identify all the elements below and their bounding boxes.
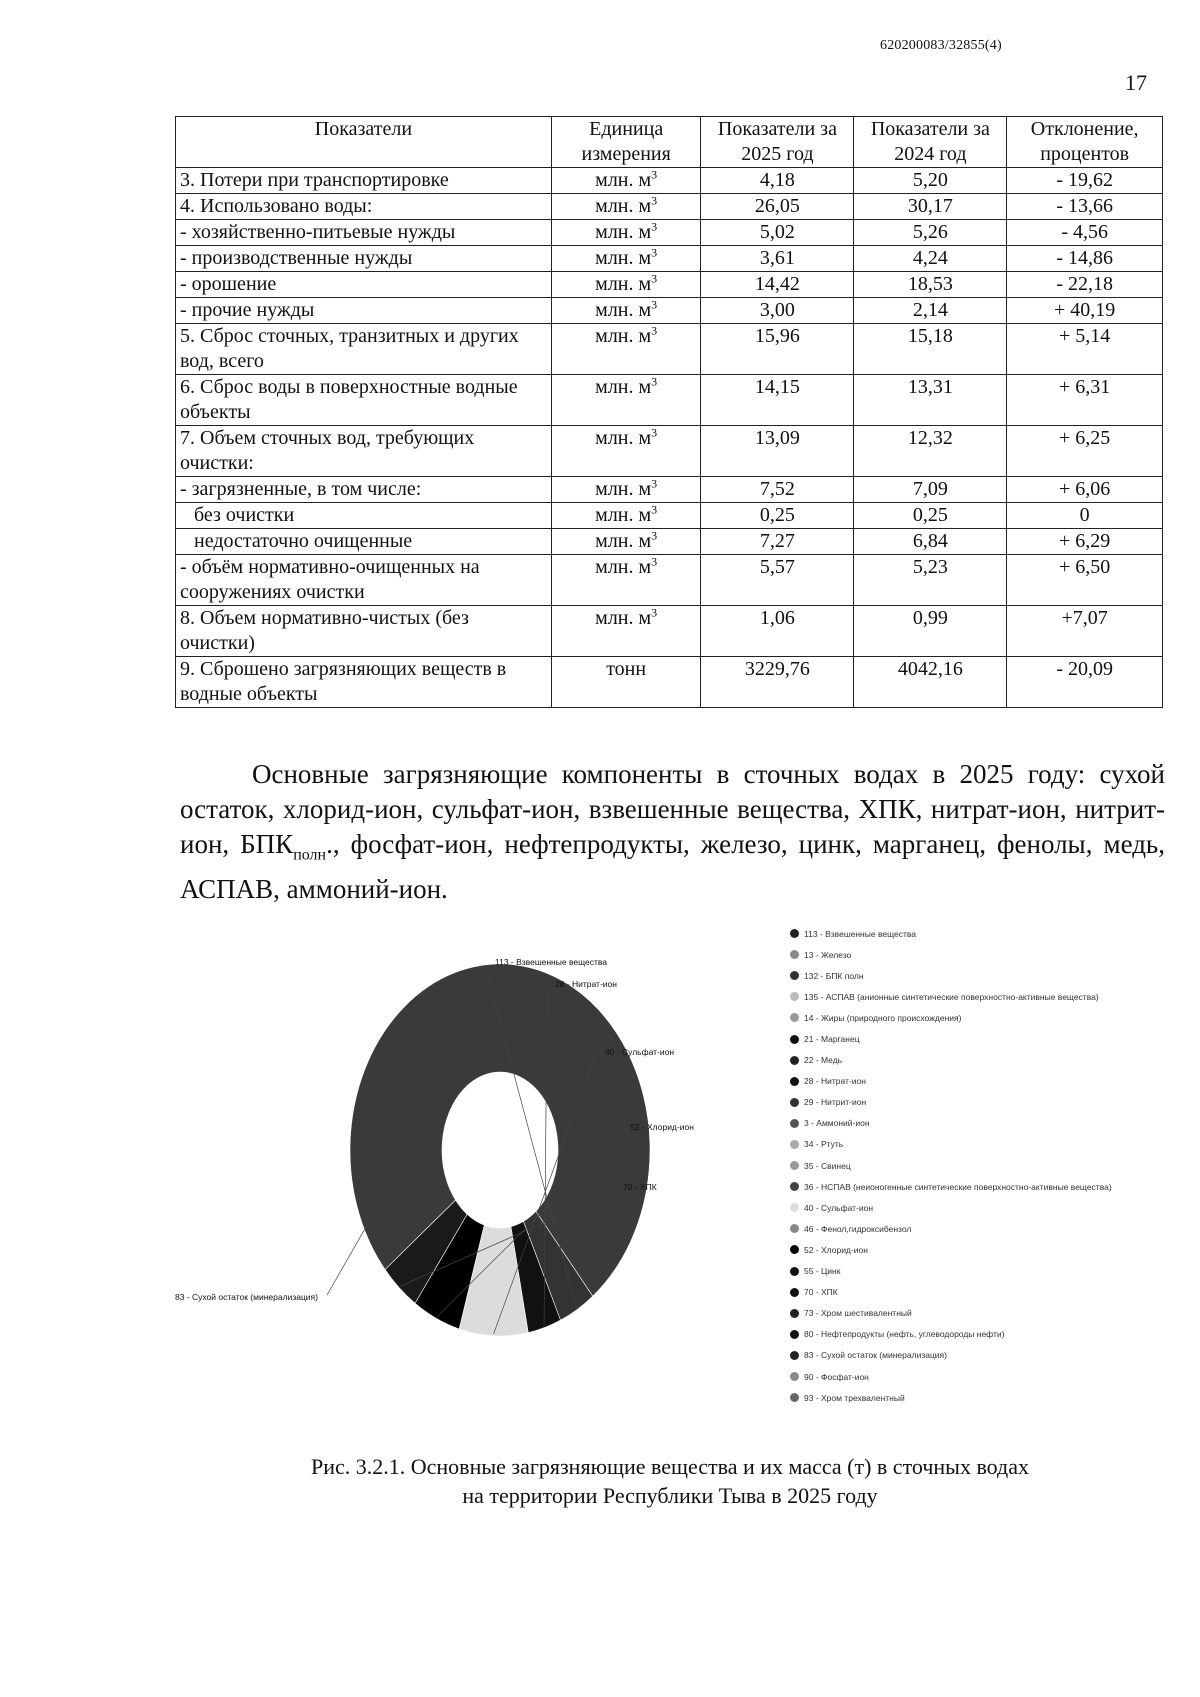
legend-item [790,1282,1170,1303]
legend-swatch [790,1182,799,1191]
unit-superscript: 3 [651,245,658,260]
legend-item [790,1345,1170,1366]
cell-2025: 14,15 [701,375,854,426]
unit-superscript: 3 [651,374,658,389]
legend-swatch [790,1267,799,1276]
legend-label: 52 - Хлорид-ион [804,1244,868,1255]
header-2025: Показатели за 2025 год [701,117,854,168]
legend-label: 135 - АСПАВ (анионные синтетические поверхностно-активные вещества) [804,991,1099,1002]
unit-superscript: 3 [651,167,658,182]
cell-2024: 7,09 [854,477,1007,503]
legend-swatch [790,1077,799,1086]
table-row [176,503,1163,529]
cell-2025: 3,00 [701,298,854,324]
pollutants-donut-chart [175,915,1165,1435]
table-header-row [176,117,1163,168]
cell-2024: 5,20 [854,168,1007,194]
unit-superscript: 3 [651,219,658,234]
cell-deviation: - 4,56 [1007,220,1163,246]
cell-2024: 2,14 [854,298,1007,324]
cell-2025: 14,42 [701,272,854,298]
cell-unit: млн. $м^3$ [551,220,701,246]
legend-item [790,986,1170,1007]
legend-swatch [790,1161,799,1170]
cell-deviation: 0 [1007,503,1163,529]
legend-item [790,1176,1170,1197]
legend-label: 13 - Железо [804,949,852,960]
cell-2024: 12,32 [854,426,1007,477]
caption-line-1: Рис. 3.2.1. Основные загрязняющие вещества и их масса (т) в сточных водах [310,1454,1030,1479]
slice-label-113: 113 - Взвешенные вещества [495,957,608,967]
table-row [176,529,1163,555]
document-id: 620200083/32855(4) [880,38,1002,53]
legend-swatch [790,1351,799,1360]
unit-superscript: 3 [651,323,658,338]
cell-unit: тонн [551,657,701,708]
cell-2024: 15,18 [854,324,1007,375]
cell-unit: млн. $м^3$ [551,324,701,375]
slice-label-70: 70 - ХПК [623,1182,657,1192]
legend-swatch [790,1330,799,1339]
caption-line-2: на территории Республики Тыва в 2025 году [462,1483,878,1508]
cell-indicator: 6. Сброс воды в поверхностные водные объекты [176,375,552,426]
cell-indicator: - орошение [176,272,552,298]
cell-2025: 1,06 [701,606,854,657]
legend-swatch [790,1245,799,1254]
table-row [176,375,1163,426]
legend-swatch [790,1013,799,1022]
cell-unit: млн. $м^3$ [551,168,701,194]
cell-2025: 5,02 [701,220,854,246]
cell-2024: 4,24 [854,246,1007,272]
legend-item [790,1028,1170,1049]
legend-swatch [790,992,799,1001]
unit-superscript: 3 [651,554,658,569]
cell-unit: млн. $м^3$ [551,606,701,657]
legend-swatch [790,1224,799,1233]
legend-item [790,1134,1170,1155]
figure-caption [175,1452,1165,1510]
legend-item [790,1092,1170,1113]
legend-swatch [790,1098,799,1107]
unit-superscript: 3 [651,193,658,208]
table-row [176,168,1163,194]
cell-indicator: - объём нормативно-очищенных на сооружениях очистки [176,555,552,606]
paragraph-text-end: ., фосфат-ион, нефтепродукты, железо, цинк, марганец, фенолы, медь, АСПАВ, аммоний-ион. [180,829,1165,905]
legend-label: 90 - Фосфат-ион [804,1371,869,1382]
paragraph-subscript: полн [293,846,327,864]
cell-2025: 5,57 [701,555,854,606]
table-row [176,324,1163,375]
legend-label: 40 - Сульфат-ион [804,1202,874,1213]
cell-unit: млн. $м^3$ [551,194,701,220]
legend-label: 3 - Аммоний-ион [804,1118,870,1129]
cell-indicator: - загрязненные, в том числе: [176,477,552,503]
unit-superscript: 3 [651,297,658,312]
cell-unit: млн. $м^3$ [551,503,701,529]
legend-swatch [790,1203,799,1212]
table-row [176,606,1163,657]
cell-2025: 15,96 [701,324,854,375]
cell-2024: 0,99 [854,606,1007,657]
legend-item [790,1197,1170,1218]
legend-item [790,1324,1170,1345]
cell-deviation: +7,07 [1007,606,1163,657]
legend-label: 36 - НСПАВ (неионогенные синтетические поверхностно-активные вещества) [804,1181,1112,1192]
cell-2025: 4,18 [701,168,854,194]
cell-2024: 5,23 [854,555,1007,606]
paragraph-text: Основные загрязняющие компоненты в сточных водах в 2025 году: сухой остаток, хлорид-ион, сульфат-ион, взвешенные вещества, ХПК, нитрат-ион, нитрит-ион, БПК [180,759,1165,859]
legend-item [790,965,1170,986]
legend-swatch [790,1035,799,1044]
legend-label: 132 - БПК полн [804,970,864,981]
legend-label: 70 - ХПК [804,1287,838,1298]
cell-deviation: + 6,29 [1007,529,1163,555]
legend-swatch [790,1119,799,1128]
cell-deviation: + 6,06 [1007,477,1163,503]
cell-2025: 7,52 [701,477,854,503]
legend-label: 93 - Хром трехвалентный [804,1392,905,1403]
unit-superscript: 3 [651,605,658,620]
legend-swatch [790,971,799,980]
legend-swatch [790,929,799,938]
header-deviation: Отклонение, процентов [1007,117,1163,168]
legend-item [790,1050,1170,1071]
legend-item [790,923,1170,944]
cell-2024: 13,31 [854,375,1007,426]
cell-indicator: - производственные нужды [176,246,552,272]
legend-item [790,1113,1170,1134]
slice-label-28: 28 - Нитрат-ион [555,979,617,989]
slice-label-83: 83 - Сухой остаток (минерализация) [175,1292,318,1302]
legend-label: 29 - Нитрит-ион [804,1097,867,1108]
legend-swatch [790,1372,799,1381]
legend-label: 14 - Жиры (природного происхождения) [804,1012,962,1023]
cell-indicator: 4. Использовано воды: [176,194,552,220]
cell-2025: 7,27 [701,529,854,555]
legend-item [790,1366,1170,1387]
table-row [176,555,1163,606]
table-row [176,220,1163,246]
cell-unit: млн. $м^3$ [551,426,701,477]
indicators-table [175,116,1163,708]
legend-swatch [790,950,799,959]
cell-unit: млн. $м^3$ [551,246,701,272]
legend-item [790,1261,1170,1282]
cell-2025: 3229,76 [701,657,854,708]
table-row [176,246,1163,272]
legend-item [790,1007,1170,1028]
table-row [176,194,1163,220]
legend-label: 113 - Взвешенные вещества [804,928,917,939]
cell-indicator: без очистки [176,503,552,529]
legend-item [790,1218,1170,1239]
cell-2024: 0,25 [854,503,1007,529]
header-unit: Единица измерения [551,117,701,168]
cell-deviation: + 6,31 [1007,375,1163,426]
legend-swatch [790,1288,799,1297]
slice-label-52: 52 - Хлорид-ион [630,1122,694,1132]
legend-item [790,1071,1170,1092]
page-number: 17 [1125,70,1147,95]
cell-indicator: 3. Потери при транспортировке [176,168,552,194]
legend-item [790,1387,1170,1408]
cell-2025: 0,25 [701,503,854,529]
cell-unit: млн. $м^3$ [551,298,701,324]
cell-indicator: 9. Сброшено загрязняющих веществ в водные объекты [176,657,552,708]
chart-legend [790,923,1170,1408]
cell-deviation: - 14,86 [1007,246,1163,272]
cell-indicator: недостаточно очищенные [176,529,552,555]
legend-swatch [790,1056,799,1065]
header-2024: Показатели за 2024 год [854,117,1007,168]
cell-2025: 13,09 [701,426,854,477]
cell-unit: млн. $м^3$ [551,477,701,503]
cell-deviation: - 22,18 [1007,272,1163,298]
legend-label: 55 - Цинк [804,1266,841,1277]
cell-2024: 18,53 [854,272,1007,298]
cell-deviation: + 40,19 [1007,298,1163,324]
legend-swatch [790,1140,799,1149]
donut-svg [175,915,775,1435]
legend-item [790,944,1170,965]
cell-deviation: - 20,09 [1007,657,1163,708]
legend-label: 46 - Фенол,гидроксибензол [804,1223,912,1234]
cell-unit: млн. $м^3$ [551,555,701,606]
cell-2024: 30,17 [854,194,1007,220]
table-row [176,657,1163,708]
legend-swatch [790,1309,799,1318]
legend-item [790,1155,1170,1176]
cell-indicator: 7. Объем сточных вод, требующих очистки: [176,426,552,477]
legend-swatch [790,1393,799,1402]
cell-unit: млн. $м^3$ [551,529,701,555]
cell-deviation: - 13,66 [1007,194,1163,220]
cell-deviation: - 19,62 [1007,168,1163,194]
legend-label: 21 - Марганец [804,1034,860,1045]
unit-superscript: 3 [651,425,658,440]
cell-unit: млн. $м^3$ [551,375,701,426]
cell-indicator: 8. Объем нормативно-чистых (без очистки) [176,606,552,657]
legend-label: 73 - Хром шестивалентный [804,1308,912,1319]
cell-2025: 3,61 [701,246,854,272]
table-row [176,477,1163,503]
legend-label: 34 - Ртуть [804,1139,844,1150]
cell-2025: 26,05 [701,194,854,220]
cell-indicator: 5. Сброс сточных, транзитных и других вод, всего [176,324,552,375]
legend-label: 83 - Сухой остаток (минерализация) [804,1350,947,1361]
cell-2024: 6,84 [854,529,1007,555]
table-row [176,272,1163,298]
legend-item [790,1239,1170,1260]
legend-label: 28 - Нитрат-ион [804,1076,866,1087]
cell-2024: 5,26 [854,220,1007,246]
legend-label: 80 - Нефтепродукты (нефть, углеводороды нефти) [804,1329,1005,1340]
unit-superscript: 3 [651,476,658,491]
table-body [176,168,1163,708]
header-indicator: Показатели [176,117,552,168]
unit-superscript: 3 [651,271,658,286]
cell-deviation: + 6,50 [1007,555,1163,606]
cell-indicator: - хозяйственно-питьевые нужды [176,220,552,246]
unit-superscript: 3 [651,528,658,543]
cell-2024: 4042,16 [854,657,1007,708]
table-row [176,426,1163,477]
table-row [176,298,1163,324]
slice-label-40: 40 - Сульфат-ион [605,1047,675,1057]
unit-superscript: 3 [651,502,658,517]
cell-unit: млн. $м^3$ [551,272,701,298]
legend-label: 35 - Свинец [804,1160,851,1171]
cell-deviation: + 6,25 [1007,426,1163,477]
cell-deviation: + 5,14 [1007,324,1163,375]
cell-indicator: - прочие нужды [176,298,552,324]
pollutants-paragraph [180,757,1165,907]
legend-label: 22 - Медь [804,1055,843,1066]
legend-item [790,1303,1170,1324]
